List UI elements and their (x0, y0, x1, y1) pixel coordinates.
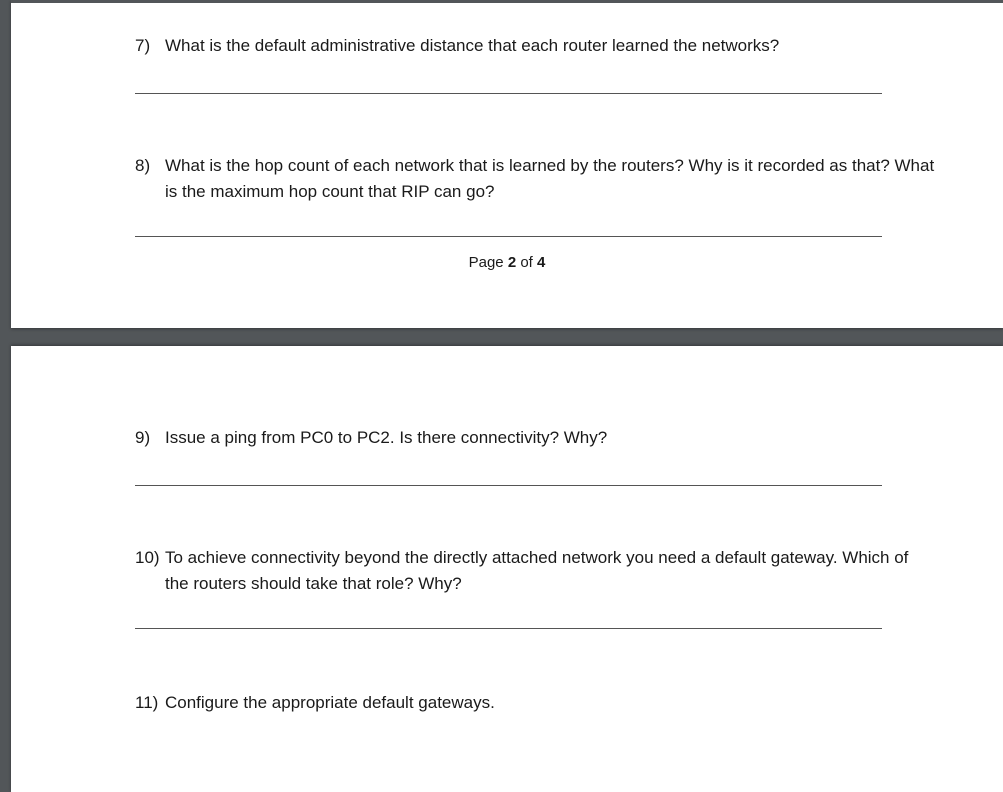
question-11-text: Configure the appropriate default gateways. (165, 693, 495, 712)
pdf-page-3 (11, 346, 1003, 792)
page-footer-of: of (520, 254, 533, 271)
page-footer (11, 254, 1003, 271)
page-footer-total: 4 (537, 254, 546, 271)
question-10-text: To achieve connectivity beyond the directly attached network you need a default gateway. Which of the routers should take that role? Why? (165, 548, 909, 593)
question-7-text: What is the default administrative distance that each router learned the networks? (165, 36, 780, 55)
question-7-answer-line (135, 93, 882, 94)
question-9-number: 9) (135, 428, 151, 447)
question-7-number: 7) (135, 36, 151, 55)
question-9 (135, 425, 935, 451)
question-10 (135, 545, 935, 597)
question-7 (135, 33, 935, 59)
question-8-number: 8) (135, 156, 151, 175)
question-11 (135, 690, 935, 716)
question-9-text: Issue a ping from PC0 to PC2. Is there connectivity? Why? (165, 428, 608, 447)
page-footer-current: 2 (507, 254, 517, 271)
question-10-answer-line (135, 628, 882, 629)
question-9-answer-line (135, 485, 882, 486)
question-8-text: What is the hop count of each network that is learned by the routers? Why is it recorded as that? What is the maximum hop count that RIP can go? (165, 156, 935, 201)
pdf-page-2 (11, 0, 1003, 328)
page-top-edge (11, 0, 1003, 3)
question-11-number: 11) (135, 693, 159, 712)
question-10-number: 10) (135, 548, 160, 567)
page-footer-prefix: Page (468, 254, 504, 271)
question-8-answer-line (135, 236, 882, 237)
question-8 (135, 153, 935, 205)
